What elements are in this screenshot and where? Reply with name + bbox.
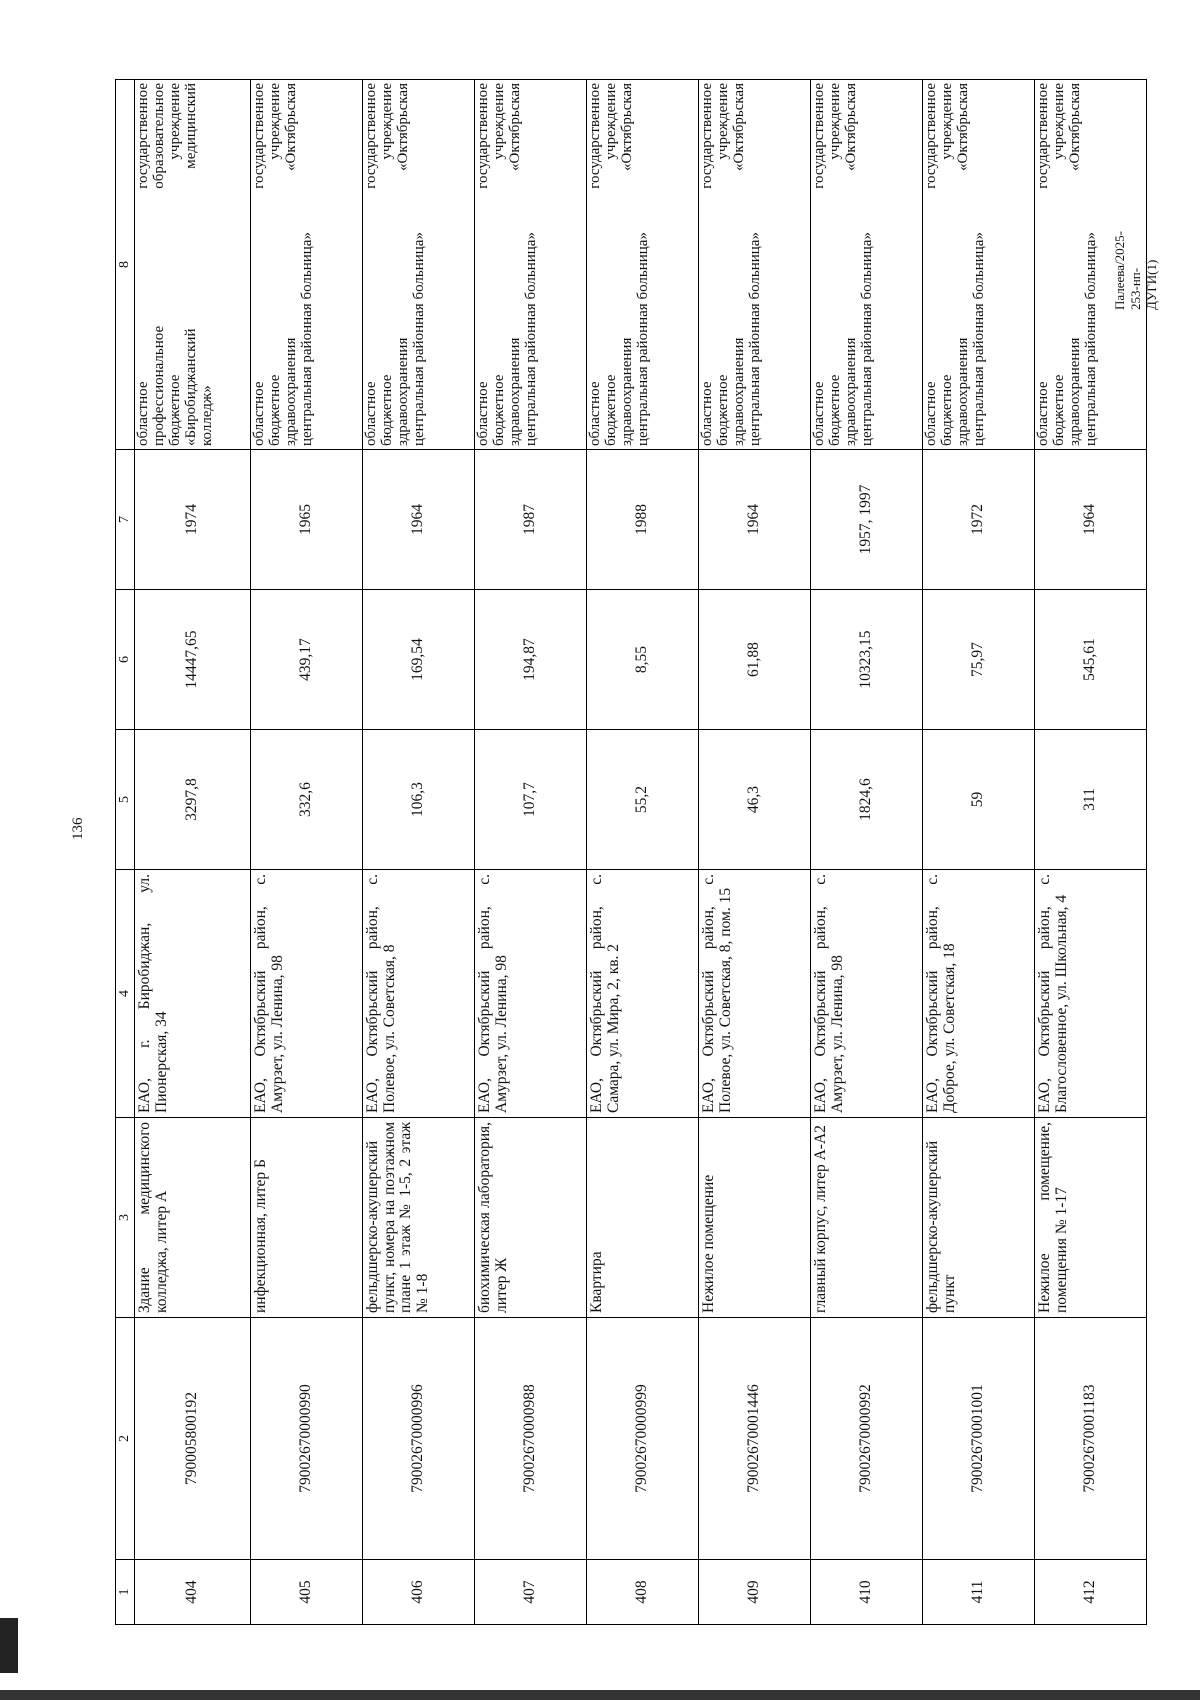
rights-holder-line-left: здравоохранения xyxy=(506,337,523,446)
rights-holder-text xyxy=(136,83,215,446)
header-row xyxy=(116,80,135,1625)
rights-holder-text xyxy=(364,83,428,446)
row-number-cell: 406 xyxy=(363,1560,475,1625)
address-cell: ЕАО, Октябрьский район, с. Полевое, ул. Советская, 8, пом. 15 xyxy=(699,870,811,1118)
rights-holder-line-right: государственное xyxy=(699,83,715,189)
rights-holder-cell xyxy=(475,80,587,450)
property-table xyxy=(115,79,1147,1625)
rights-holder-line-left: бюджетное xyxy=(938,374,955,446)
rights-holder-line-left: областное xyxy=(135,381,151,446)
cadastral-number-cell: 79002670000999 xyxy=(587,1318,699,1560)
area-cell: 55,2 xyxy=(587,730,699,870)
rights-holder-line-right: государственное xyxy=(811,83,827,189)
rights-holder-line-left: бюджетное xyxy=(266,374,283,446)
rights-holder-line-right: «Октябрьская xyxy=(730,83,747,171)
rights-holder-cell xyxy=(587,80,699,450)
rights-holder-line-right: государственное xyxy=(1035,83,1051,189)
header-cell: 8 xyxy=(116,80,135,450)
rights-holder-line: центральная районная больница» xyxy=(1082,232,1099,446)
cadastral-number-cell: 79002670000990 xyxy=(251,1318,363,1560)
table-row xyxy=(251,80,363,1625)
rights-holder-line: центральная районная больница» xyxy=(522,232,539,446)
rights-holder-line-left: бюджетное xyxy=(490,374,507,446)
rights-holder-cell xyxy=(699,80,811,450)
rights-holder-line-right: учреждение xyxy=(714,83,731,160)
address-cell: ЕАО, Октябрьский район, с. Амурзет, ул. Ленина, 98 xyxy=(811,870,923,1118)
rights-holder-line-left: областное xyxy=(699,381,715,446)
rights-holder-line-left: бюджетное xyxy=(602,374,619,446)
area-cell: 106,3 xyxy=(363,730,475,870)
table-row xyxy=(923,80,1035,1625)
object-name-cell: Нежилое помещение xyxy=(699,1118,811,1318)
area-cell: 3297,8 xyxy=(135,730,251,870)
rights-holder-line-right: «Октябрьская xyxy=(954,83,971,171)
rights-holder-line: центральная районная больница» xyxy=(746,232,763,446)
rights-holder-text xyxy=(1036,83,1100,446)
rights-holder-text xyxy=(476,83,540,446)
rights-holder-cell xyxy=(251,80,363,450)
year-cell: 1957, 1997 xyxy=(811,450,923,590)
area-cell: 46,3 xyxy=(699,730,811,870)
value-cell: 61,88 xyxy=(699,590,811,730)
rights-holder-line-right: «Октябрьская xyxy=(618,83,635,171)
rights-holder-line-right: учреждение xyxy=(602,83,619,160)
rights-holder-cell xyxy=(923,80,1035,450)
rights-holder-line-right: «Октябрьская xyxy=(842,83,859,171)
rights-holder-line-left: бюджетное xyxy=(1050,374,1067,446)
value-cell: 439,17 xyxy=(251,590,363,730)
table-row xyxy=(1035,80,1147,1625)
rights-holder-line-left: здравоохранения xyxy=(618,337,635,446)
value-cell: 10323,15 xyxy=(811,590,923,730)
rights-holder-text xyxy=(700,83,764,446)
row-number-cell: 412 xyxy=(1035,1560,1147,1625)
rights-holder-line-right: государственное xyxy=(251,83,267,189)
value-cell: 194,87 xyxy=(475,590,587,730)
address-cell: ЕАО, Октябрьский район, с. Амурзет, ул. Ленина, 98 xyxy=(251,870,363,1118)
value-cell: 75,97 xyxy=(923,590,1035,730)
object-name-cell: биохимическая лаборатория, литер Ж xyxy=(475,1118,587,1318)
row-number-cell: 408 xyxy=(587,1560,699,1625)
rights-holder-line-right: государственное xyxy=(135,83,151,189)
cadastral-number-cell: 79002670000996 xyxy=(363,1318,475,1560)
rights-holder-line-left: профессиональное xyxy=(150,325,167,446)
rights-holder-line-left: здравоохранения xyxy=(954,337,971,446)
area-cell: 59 xyxy=(923,730,1035,870)
cadastral-number-cell: 790005800192 xyxy=(135,1318,251,1560)
year-cell: 1987 xyxy=(475,450,587,590)
value-cell: 169,54 xyxy=(363,590,475,730)
table-row xyxy=(363,80,475,1625)
rights-holder-line: колледж» xyxy=(198,385,215,446)
year-cell: 1964 xyxy=(363,450,475,590)
rights-holder-line-right: учреждение xyxy=(378,83,395,160)
footer-code: Палеева/2025-253-нп-ДУГИ(1) xyxy=(1112,231,1159,310)
cadastral-number-cell: 79002670001183 xyxy=(1035,1318,1147,1560)
rights-holder-cell xyxy=(1035,80,1147,450)
year-cell: 1964 xyxy=(699,450,811,590)
rights-holder-cell xyxy=(811,80,923,450)
rights-holder-line-left: областное xyxy=(811,381,827,446)
area-cell: 1824,6 xyxy=(811,730,923,870)
rights-holder-line-right: учреждение xyxy=(266,83,283,160)
rights-holder-line-right: «Октябрьская xyxy=(282,83,299,171)
header-cell: 6 xyxy=(116,590,135,730)
year-cell: 1965 xyxy=(251,450,363,590)
cadastral-number-cell: 79002670000992 xyxy=(811,1318,923,1560)
rights-holder-cell xyxy=(135,80,251,450)
rights-holder-line-right: учреждение xyxy=(826,83,843,160)
rotated-table-container xyxy=(115,80,1145,1625)
row-number-cell: 407 xyxy=(475,1560,587,1625)
value-cell: 8,55 xyxy=(587,590,699,730)
rights-holder-line-left: бюджетное xyxy=(714,374,731,446)
page-number: 136 xyxy=(70,817,86,840)
year-cell: 1964 xyxy=(1035,450,1147,590)
rights-holder-line-left: областное xyxy=(923,381,939,446)
object-name-cell: главный корпус, литер А-А2 xyxy=(811,1118,923,1318)
rights-holder-line-left: здравоохранения xyxy=(1066,337,1083,446)
rights-holder-line-right: государственное xyxy=(475,83,491,189)
rights-holder-line-right: учреждение xyxy=(1050,83,1067,160)
table-row xyxy=(587,80,699,1625)
header-cell: 4 xyxy=(116,870,135,1118)
rights-holder-line-right: учреждение xyxy=(938,83,955,160)
rights-holder-line-left: здравоохранения xyxy=(842,337,859,446)
year-cell: 1972 xyxy=(923,450,1035,590)
object-name-cell: Квартира xyxy=(587,1118,699,1318)
value-cell: 545,61 xyxy=(1035,590,1147,730)
area-cell: 311 xyxy=(1035,730,1147,870)
address-cell: ЕАО, Октябрьский район, с. Доброе, ул. Советская, 18 xyxy=(923,870,1035,1118)
year-cell: 1988 xyxy=(587,450,699,590)
table-row xyxy=(811,80,923,1625)
rights-holder-line-right: «Октябрьская xyxy=(506,83,523,171)
rights-holder-line-right: государственное xyxy=(923,83,939,189)
rights-holder-line-right: государственное xyxy=(587,83,603,189)
rights-holder-line-left: областное xyxy=(251,381,267,446)
row-number-cell: 411 xyxy=(923,1560,1035,1625)
row-number-cell: 404 xyxy=(135,1560,251,1625)
rights-holder-line: центральная районная больница» xyxy=(634,232,651,446)
cadastral-number-cell: 79002670000988 xyxy=(475,1318,587,1560)
object-name-cell: Здание медицинского колледжа, литер А xyxy=(135,1118,251,1318)
object-name-cell: инфекционная, литер Б xyxy=(251,1118,363,1318)
rights-holder-line-right: образовательное xyxy=(150,83,167,189)
cadastral-number-cell: 79002670001001 xyxy=(923,1318,1035,1560)
rights-holder-line-right: учреждение xyxy=(490,83,507,160)
rights-holder-text xyxy=(812,83,876,446)
object-name-cell: фельдшерско-акушерский пункт xyxy=(923,1118,1035,1318)
header-cell: 5 xyxy=(116,730,135,870)
header-cell: 2 xyxy=(116,1318,135,1560)
rights-holder-text xyxy=(924,83,988,446)
address-cell: ЕАО, г. Биробиджан, ул. Пионерская, 34 xyxy=(135,870,251,1118)
rights-holder-line-left: областное xyxy=(1035,381,1051,446)
address-cell: ЕАО, Октябрьский район, с. Полевое, ул. Советская, 8 xyxy=(363,870,475,1118)
rights-holder-line-left: бюджетное xyxy=(378,374,395,446)
rights-holder-line-left: здравоохранения xyxy=(730,337,747,446)
rights-holder-cell xyxy=(363,80,475,450)
header-cell: 7 xyxy=(116,450,135,590)
rights-holder-line: центральная районная больница» xyxy=(410,232,427,446)
scan-mark-top xyxy=(0,1618,18,1673)
row-number-cell: 405 xyxy=(251,1560,363,1625)
header-cell: 1 xyxy=(116,1560,135,1625)
rights-holder-line-right: медицинский xyxy=(182,83,199,169)
table-row xyxy=(699,80,811,1625)
table-row xyxy=(475,80,587,1625)
address-cell: ЕАО, Октябрьский район, с. Благословенное, ул. Школьная, 4 xyxy=(1035,870,1147,1118)
rights-holder-line-left: «Биробиджанский xyxy=(182,328,199,446)
rights-holder-line-right: учреждение xyxy=(166,83,183,160)
rights-holder-line-left: здравоохранения xyxy=(394,337,411,446)
area-cell: 107,7 xyxy=(475,730,587,870)
rights-holder-line-left: областное xyxy=(363,381,379,446)
address-cell: ЕАО, Октябрьский район, с. Амурзет, ул. Ленина, 98 xyxy=(475,870,587,1118)
table-row xyxy=(135,80,251,1625)
rights-holder-line-left: областное xyxy=(475,381,491,446)
rights-holder-line-left: бюджетное xyxy=(166,374,183,446)
rights-holder-line: центральная районная больница» xyxy=(858,232,875,446)
scan-mark-bottom xyxy=(0,1690,1200,1700)
rights-holder-line-right: «Октябрьская xyxy=(394,83,411,171)
object-name-cell: фельдшерско-акушерский пункт, номера на поэтажном плане 1 этаж № 1-5, 2 этаж № 1-8 xyxy=(363,1118,475,1318)
cadastral-number-cell: 79002670001446 xyxy=(699,1318,811,1560)
area-cell: 332,6 xyxy=(251,730,363,870)
rights-holder-text xyxy=(588,83,652,446)
row-number-cell: 410 xyxy=(811,1560,923,1625)
rights-holder-text xyxy=(252,83,316,446)
rights-holder-line-left: областное xyxy=(587,381,603,446)
rights-holder-line: центральная районная больница» xyxy=(298,232,315,446)
rights-holder-line-left: здравоохранения xyxy=(282,337,299,446)
rights-holder-line-left: бюджетное xyxy=(826,374,843,446)
header-cell: 3 xyxy=(116,1118,135,1318)
rights-holder-line: центральная районная больница» xyxy=(970,232,987,446)
rights-holder-line-right: «Октябрьская xyxy=(1066,83,1083,171)
rights-holder-line-right: государственное xyxy=(363,83,379,189)
value-cell: 14447,65 xyxy=(135,590,251,730)
address-cell: ЕАО, Октябрьский район, с. Самара, ул. Мира, 2, кв. 2 xyxy=(587,870,699,1118)
year-cell: 1974 xyxy=(135,450,251,590)
row-number-cell: 409 xyxy=(699,1560,811,1625)
object-name-cell: Нежилое помещение, помещения № 1-17 xyxy=(1035,1118,1147,1318)
